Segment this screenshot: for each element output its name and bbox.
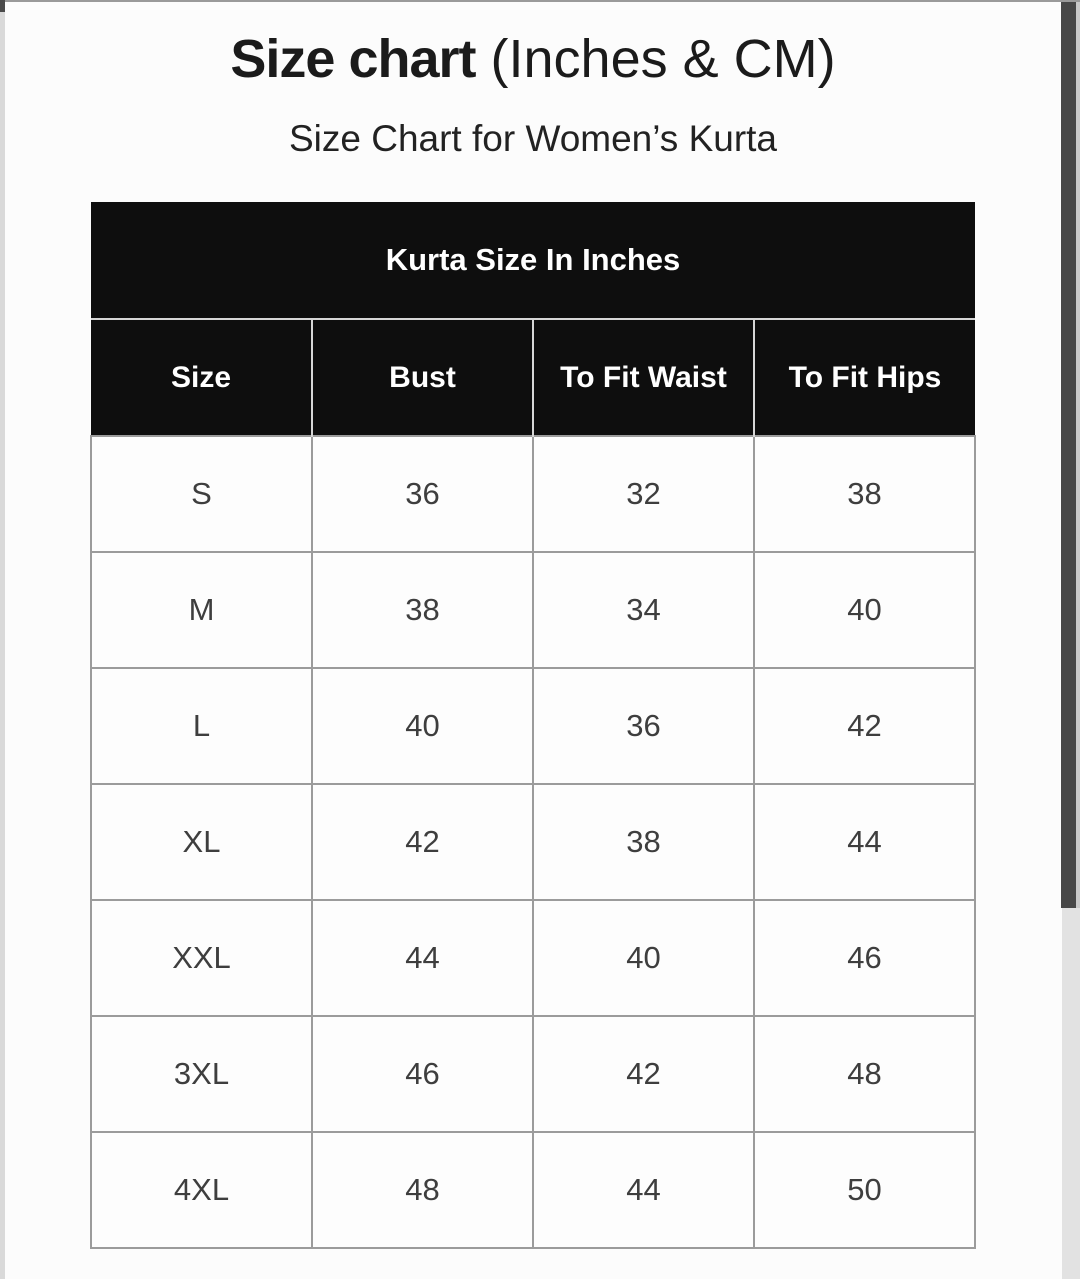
page-title-bold: Size chart (230, 29, 476, 89)
cell-hips: 40 (754, 552, 975, 668)
page-title (5, 28, 1061, 90)
cell-bust: 48 (312, 1132, 533, 1248)
left-edge-dark-corner (0, 0, 5, 12)
cell-waist: 40 (533, 900, 754, 1016)
size-chart-page (5, 0, 1061, 1279)
table-row (91, 784, 975, 900)
page-subtitle: Size Chart for Women’s Kurta (288, 118, 778, 159)
column-header-waist: To Fit Waist (533, 319, 754, 436)
cell-hips: 50 (754, 1132, 975, 1248)
cell-waist: 42 (533, 1016, 754, 1132)
table-row (91, 1132, 975, 1248)
cell-size: XXL (91, 900, 312, 1016)
page-title-regular: (Inches & CM) (475, 29, 836, 89)
right-sidebar-dark (1061, 0, 1076, 908)
cell-waist: 38 (533, 784, 754, 900)
cell-waist: 32 (533, 436, 754, 552)
column-header-bust: Bust (312, 319, 533, 436)
table-row (91, 900, 975, 1016)
right-sidebar-light (1062, 908, 1080, 1279)
column-header-hips: To Fit Hips (754, 319, 975, 436)
cell-bust: 36 (312, 436, 533, 552)
right-edge-sliver (1076, 0, 1080, 908)
top-edge-line (0, 0, 1080, 2)
cell-waist: 34 (533, 552, 754, 668)
cell-size: XL (91, 784, 312, 900)
cell-size: M (91, 552, 312, 668)
column-header-size: Size (91, 319, 312, 436)
cell-hips: 38 (754, 436, 975, 552)
table-caption: Kurta Size In Inches (91, 202, 975, 319)
cell-hips: 46 (754, 900, 975, 1016)
cell-waist: 36 (533, 668, 754, 784)
cell-waist: 44 (533, 1132, 754, 1248)
table-row (91, 668, 975, 784)
cell-size: 4XL (91, 1132, 312, 1248)
cell-size: L (91, 668, 312, 784)
table-row (91, 436, 975, 552)
cell-size: S (91, 436, 312, 552)
cell-bust: 42 (312, 784, 533, 900)
size-table (90, 202, 976, 1249)
cell-hips: 42 (754, 668, 975, 784)
cell-bust: 46 (312, 1016, 533, 1132)
cell-bust: 38 (312, 552, 533, 668)
table-row (91, 552, 975, 668)
table-header-row (91, 319, 975, 436)
table-row (91, 1016, 975, 1132)
left-edge-strip (0, 0, 5, 1279)
table-caption-row (91, 202, 975, 319)
cell-bust: 44 (312, 900, 533, 1016)
cell-hips: 48 (754, 1016, 975, 1132)
cell-size: 3XL (91, 1016, 312, 1132)
cell-bust: 40 (312, 668, 533, 784)
cell-hips: 44 (754, 784, 975, 900)
